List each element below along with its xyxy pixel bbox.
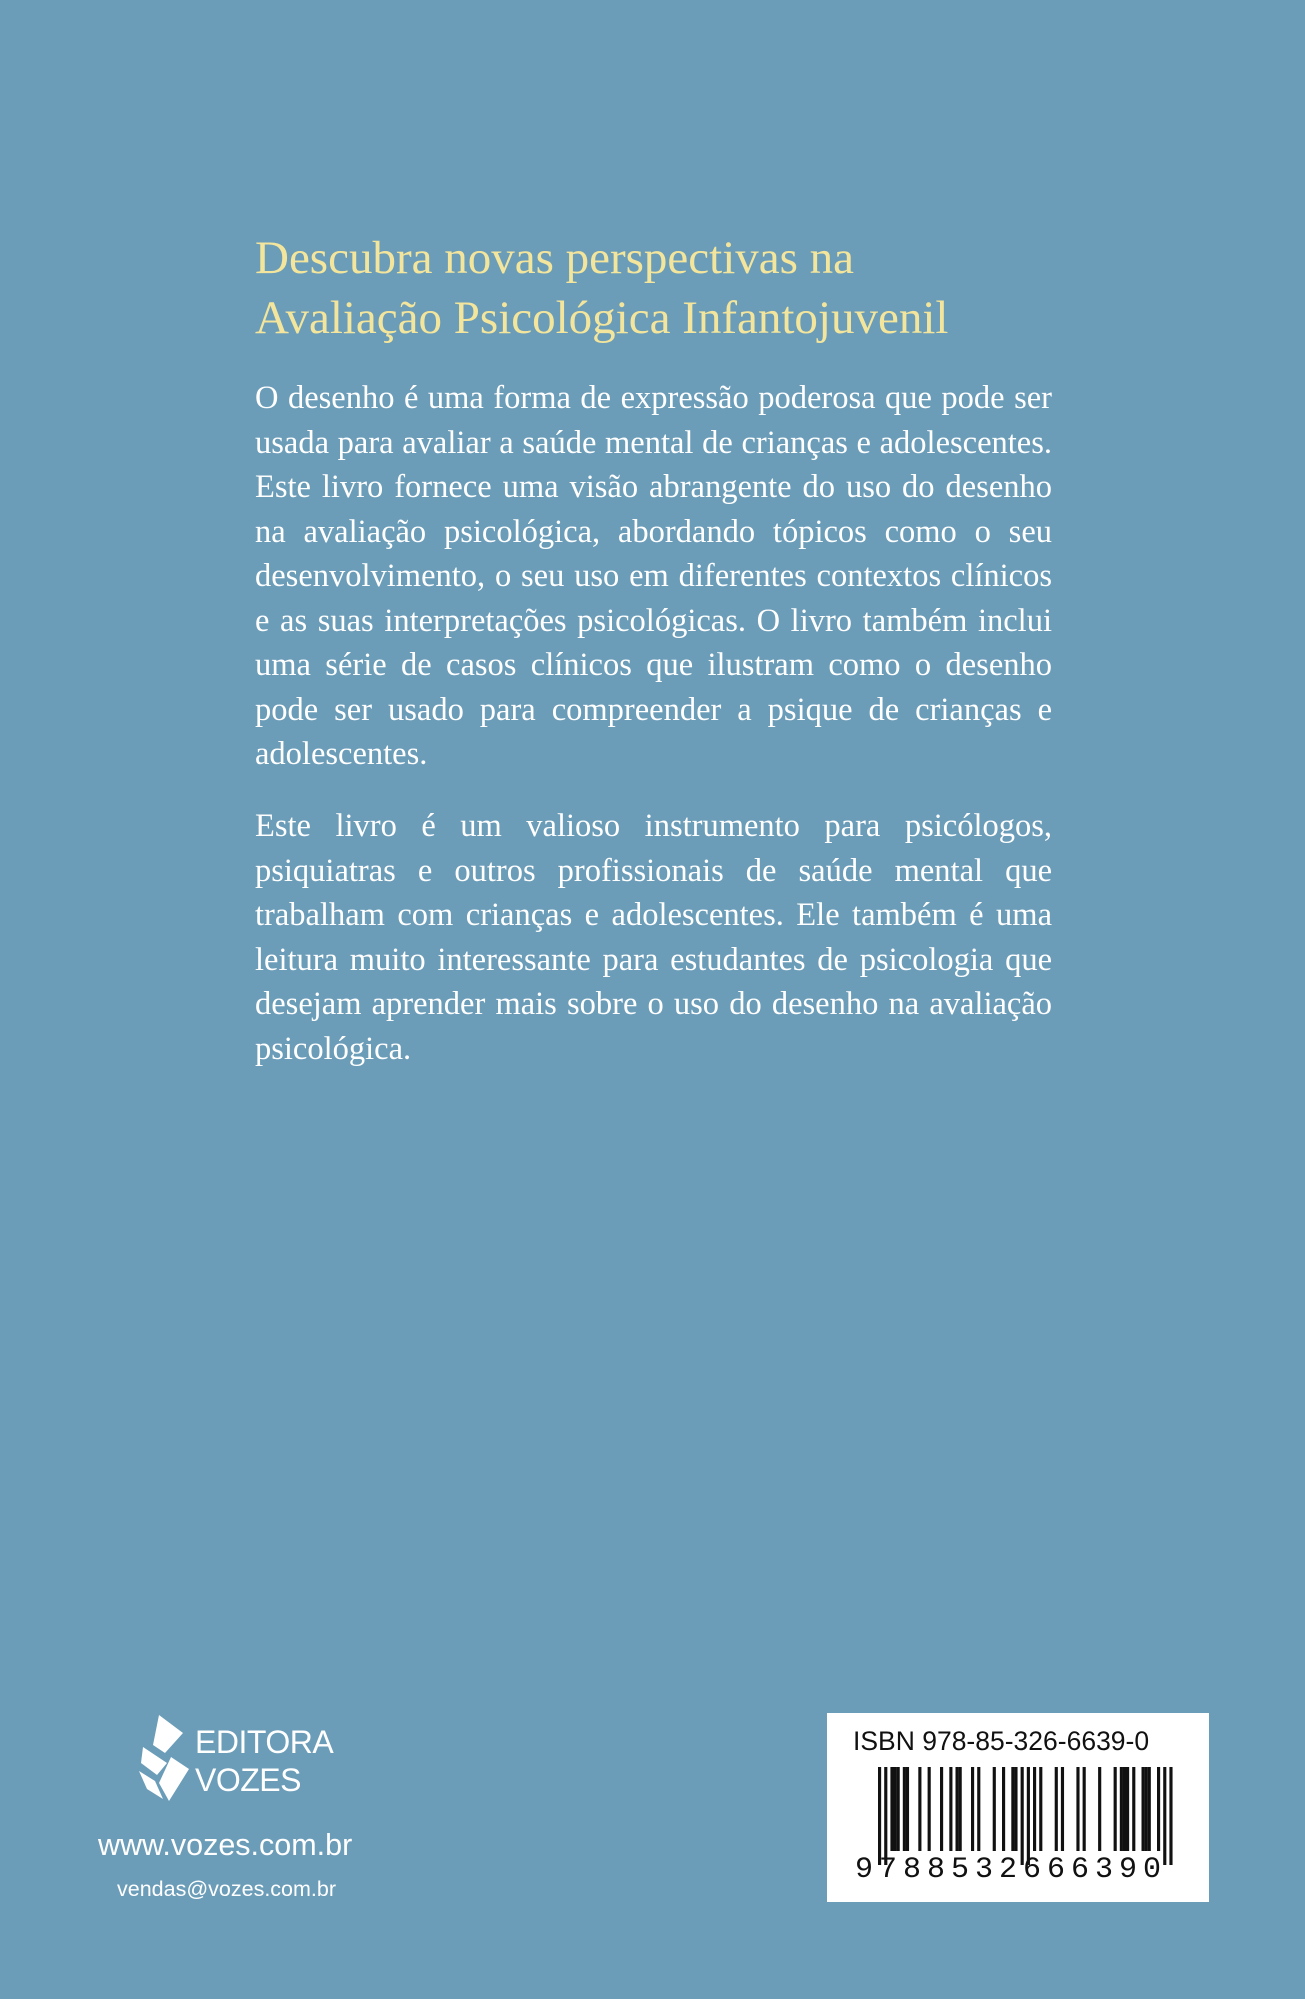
barcode-bar [1014,1767,1017,1851]
barcode-bar [1142,1767,1145,1851]
ean-barcode [856,1767,1198,1867]
publisher-logo [135,1713,350,1813]
barcode-bar [1123,1767,1126,1851]
barcode-bar [928,1767,931,1851]
publisher-name-line-2: VOZES [195,1762,301,1798]
ean-digits-text: 9788532666390 [855,1853,1168,1887]
barcode-bar [1011,1767,1014,1851]
isbn-barcode-box [827,1713,1209,1902]
publisher-name-line-1: EDITORA [195,1724,334,1760]
barcode-bar [1027,1767,1030,1865]
barcode-bar [890,1767,893,1851]
publisher-website[interactable]: www.vozes.com.br [98,1828,353,1862]
barcode-bar [918,1767,921,1851]
barcode-bar [959,1767,962,1851]
barcode-bar [1098,1767,1101,1851]
barcode-bar [1021,1767,1024,1865]
barcode-bar [993,1767,996,1851]
ean-digits [855,1853,1197,1887]
barcode-bar [1126,1767,1129,1851]
barcode-bar [940,1767,943,1851]
barcode-bar [971,1767,974,1851]
isbn-label: ISBN 978-85-326-6639-0 [853,1726,1150,1756]
headline-line-2: Avaliação Psicológica Infantojuvenil [255,292,949,344]
barcode-bar [878,1767,881,1865]
barcode-bar [1132,1767,1135,1851]
barcode-bar [1163,1767,1166,1865]
barcode-bar [897,1767,900,1851]
barcode-bar [884,1767,887,1865]
description-paragraph-2: Este livro é um valioso instrumento para psicólogos, psiquiatras e outros profissionais de saúde mental que trabalham com crianças e adolescentes. Ele também é uma leitura muito interessante para estudantes de psicologia que desejam aprender mais sobre o uso do desenho na avaliação psicológica. [255,808,1052,1067]
barcode-bar [1076,1767,1079,1851]
barcode-bar [1169,1767,1172,1865]
barcode-bar [1055,1767,1058,1851]
barcode-bar [949,1767,952,1851]
barcode-bar [1083,1767,1086,1851]
barcode-bar [1039,1767,1042,1851]
headline-line-1: Descubra novas perspectivas na [255,232,855,284]
barcode-bar [1157,1767,1160,1851]
description-paragraph-1: O desenho é uma forma de expressão poderosa que pode ser usada para avaliar a saúde mental de crianças e adolescentes. Este livro fornece uma visão abrangente do uso do desenho na avaliação psicológica, abordando tópicos como o seu desenvolvimento, o seu uso em diferentes contextos clínicos e as suas interpretações psicológicas. O livro também inclui uma série de casos clínicos que ilustram como o desenho pode ser usado para compreender a psique de crianças e adolescentes. [255,380,1052,772]
barcode-bar [894,1767,897,1851]
barcode-bar [906,1767,909,1851]
barcode-bar [1033,1767,1036,1851]
headline [255,228,1115,348]
publisher-name [195,1723,333,1799]
barcode-bar [903,1767,906,1851]
publisher-email[interactable]: vendas@vozes.com.br [117,1877,336,1901]
barcode-bar [1002,1767,1005,1851]
barcode-bar [1120,1767,1123,1851]
vozes-logo-mark-icon [135,1713,195,1803]
barcode-bar [956,1767,959,1851]
barcode-bar [1114,1767,1117,1851]
barcode-bar [1148,1767,1151,1851]
barcode-bar [977,1767,980,1851]
barcode-bar [1061,1767,1064,1851]
barcode-bar [1145,1767,1148,1851]
